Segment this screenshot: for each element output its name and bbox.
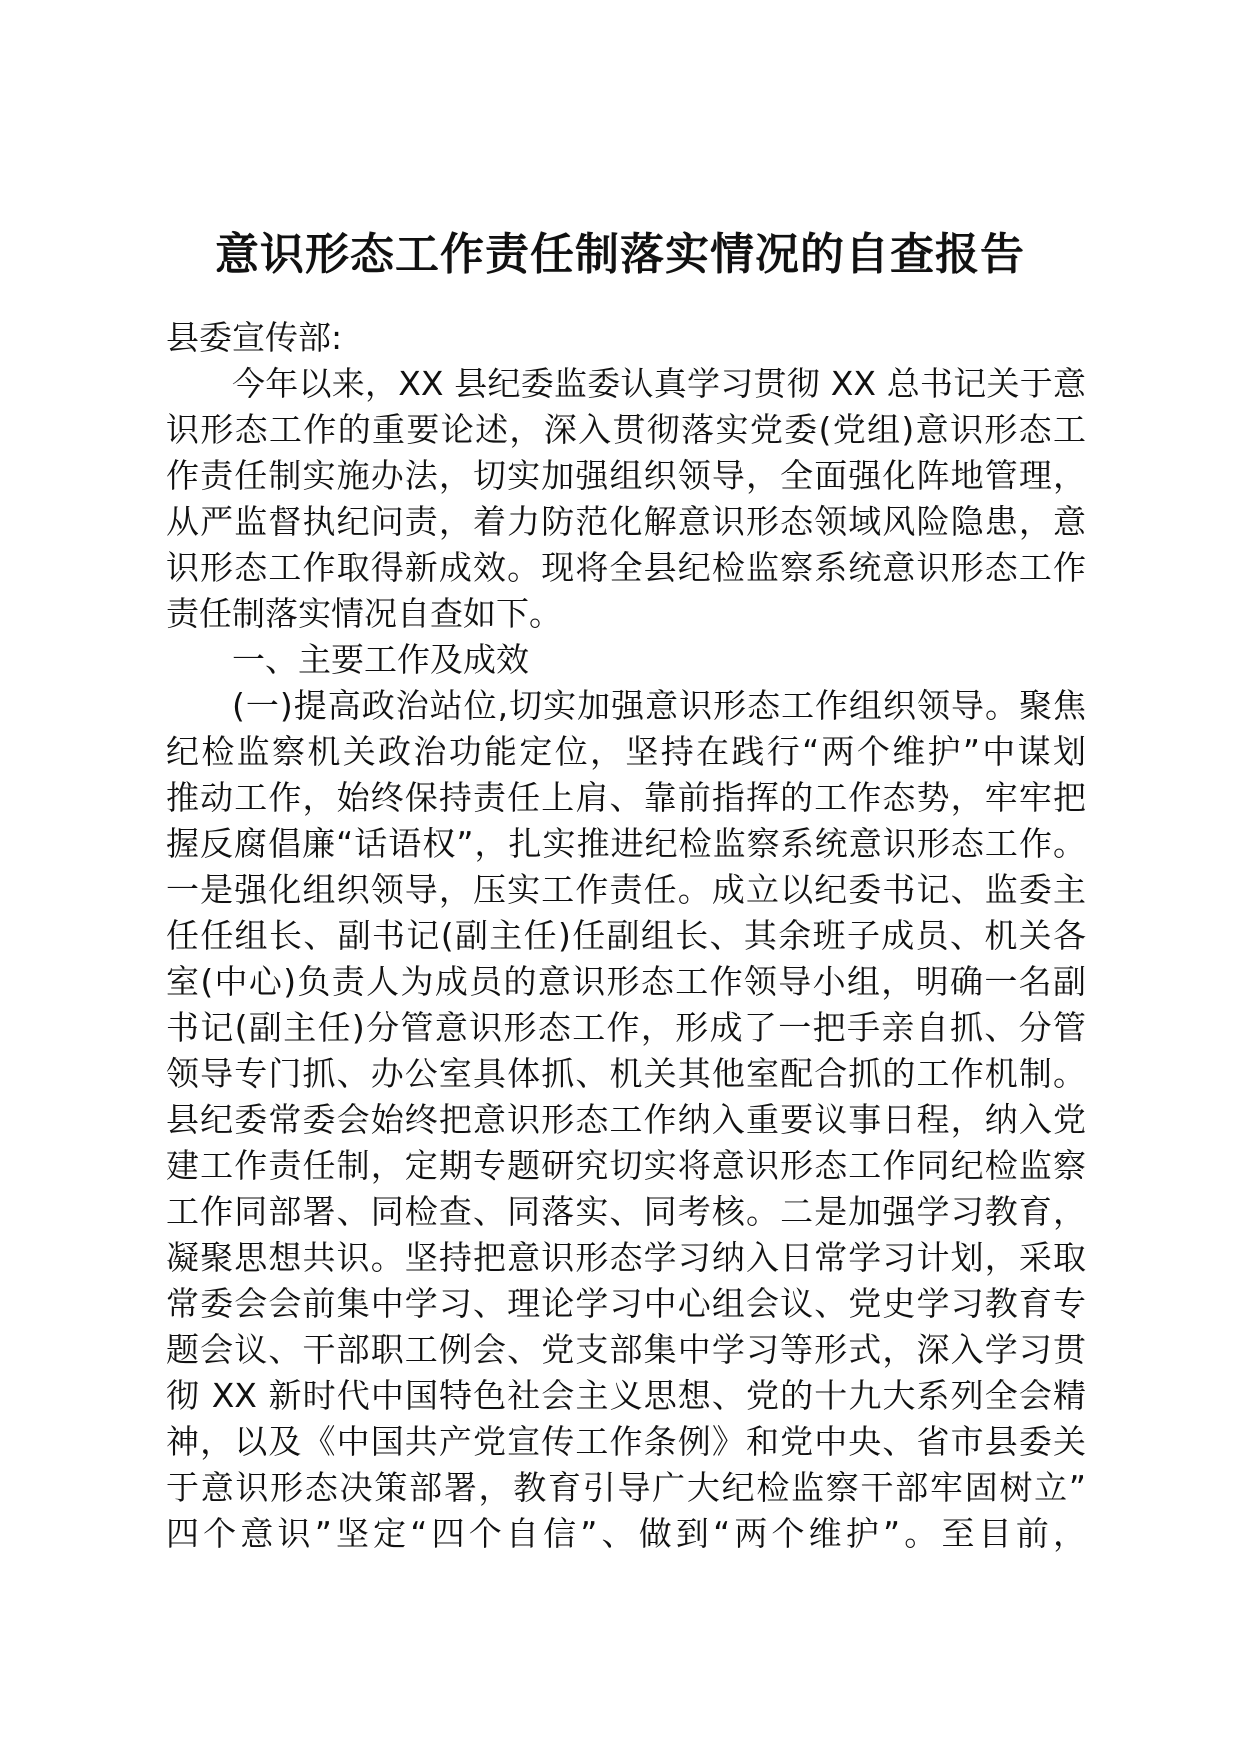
body-line: 常委会会前集中学习、理论学习中心组会议、党史学习教育专	[166, 1284, 1086, 1323]
body-line: 识形态工作取得新成效。现将全县纪检监察系统意识形态工作	[166, 548, 1086, 587]
section-heading: 一、主要工作及成效	[232, 640, 529, 679]
body-line: 工作同部署、同检查、同落实、同考核。二是加强学习教育，	[166, 1192, 1086, 1231]
salutation: 县委宣传部:	[166, 318, 343, 357]
body-line: 一是强化组织领导，压实工作责任。成立以纪委书记、监委主	[166, 870, 1086, 909]
body-line: 神，以及《中国共产党宣传工作条例》和党中央、省市县委关	[166, 1422, 1086, 1461]
body-line: 书记(副主任)分管意识形态工作，形成了一把手亲自抓、分管	[166, 1008, 1086, 1047]
body-line: 从严监督执纪问责，着力防范化解意识形态领域风险隐患，意	[166, 502, 1086, 541]
body-line: 于意识形态决策部署，教育引导广大纪检监察干部牢固树立”	[166, 1468, 1086, 1507]
body-line: 题会议、干部职工例会、党支部集中学习等形式，深入学习贯	[166, 1330, 1086, 1369]
body-line: 今年以来，XX 县纪委监委认真学习贯彻 XX 总书记关于意	[232, 364, 1086, 403]
body-line: 凝聚思想共识。坚持把意识形态学习纳入日常学习计划，采取	[166, 1238, 1086, 1277]
body-line: 县纪委常委会始终把意识形态工作纳入重要议事日程，纳入党	[166, 1100, 1086, 1139]
document-title: 意识形态工作责任制落实情况的自查报告	[215, 229, 1025, 280]
body-line: 领导专门抓、办公室具体抓、机关其他室配合抓的工作机制。	[166, 1054, 1086, 1093]
body-line: 握反腐倡廉“话语权”，扎实推进纪检监察系统意识形态工作。	[166, 824, 1086, 863]
body-line: 室(中心)负责人为成员的意识形态工作领导小组，明确一名副	[166, 962, 1086, 1001]
body-line: 纪检监察机关政治功能定位，坚持在践行“两个维护”中谋划	[166, 732, 1086, 771]
body-line: 推动工作，始终保持责任上肩、靠前指挥的工作态势，牢牢把	[166, 778, 1086, 817]
body-line: 责任制落实情况自查如下。	[166, 594, 562, 633]
body-line: 建工作责任制，定期专题研究切实将意识形态工作同纪检监察	[166, 1146, 1086, 1185]
body-line: 四个意识”坚定“四个自信”、做到“两个维护”。至目前，	[166, 1514, 1086, 1553]
body-line: 彻 XX 新时代中国特色社会主义思想、党的十九大系列全会精	[166, 1376, 1086, 1415]
body-line: 识形态工作的重要论述，深入贯彻落实党委(党组)意识形态工	[166, 410, 1086, 449]
document-body	[166, 315, 1086, 1557]
body-line: 任任组长、副书记(副主任)任副组长、其余班子成员、机关各	[166, 916, 1086, 955]
body-line: (一)提高政治站位,切实加强意识形态工作组织领导。聚焦	[232, 686, 1086, 725]
body-line: 作责任制实施办法，切实加强组织领导，全面强化阵地管理，	[166, 456, 1086, 495]
